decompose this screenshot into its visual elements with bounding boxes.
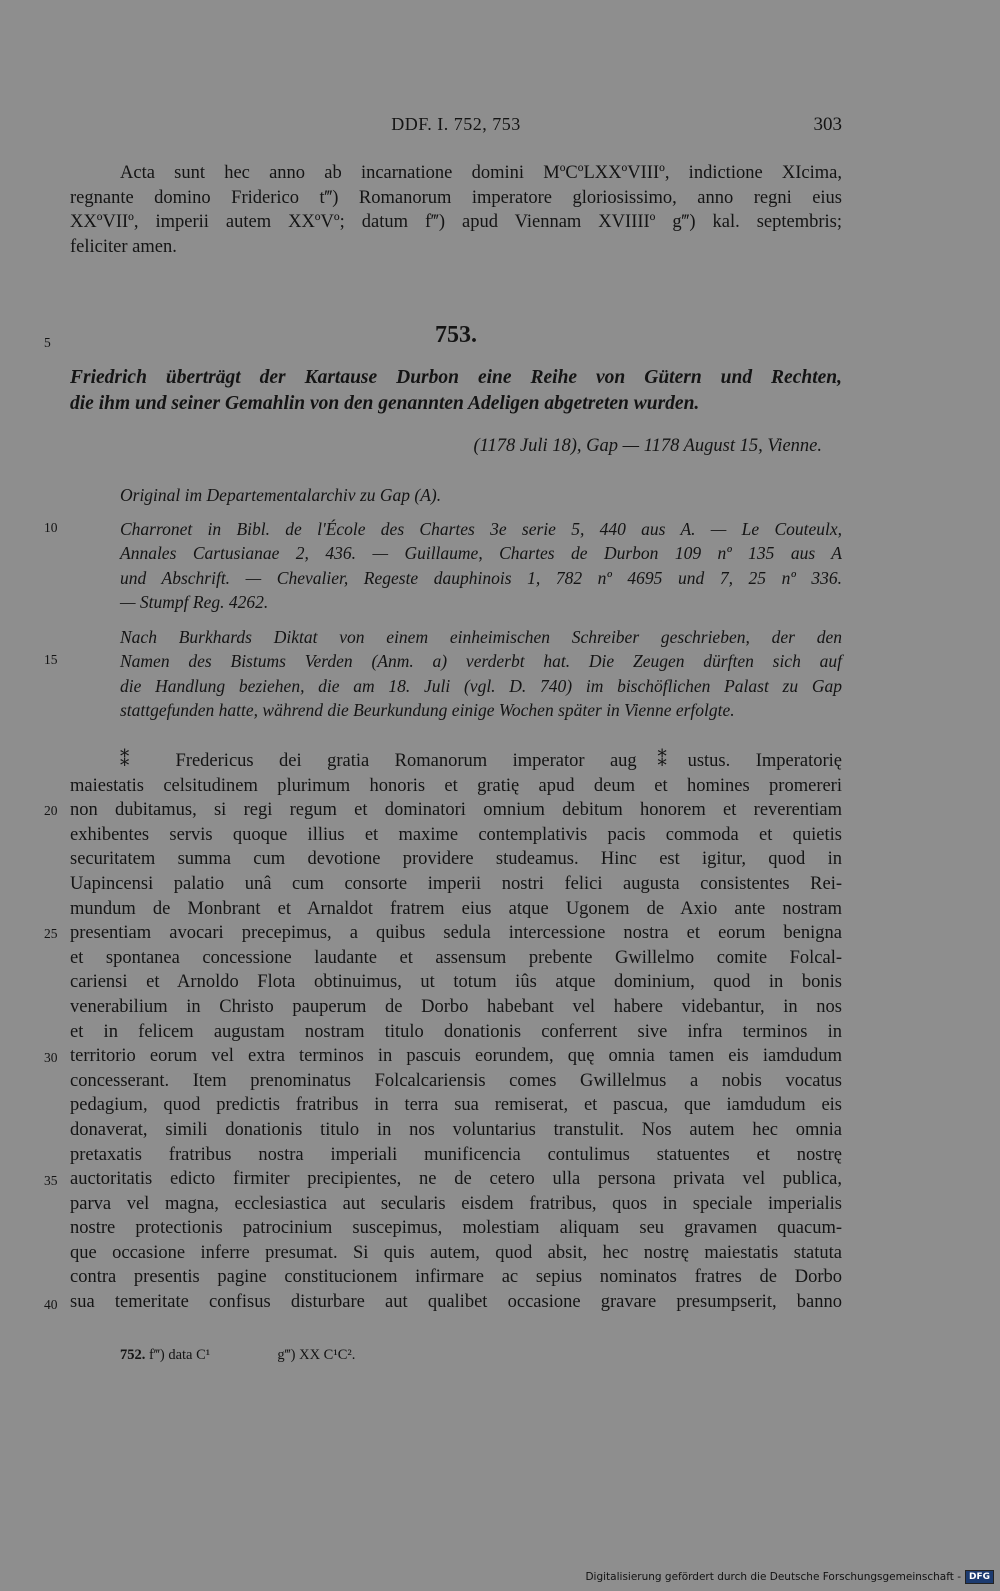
text-line: maiestatis celsitudinem plurimum honoris et gratię apud deum et homines promereri	[70, 775, 842, 796]
dfg-logo: DFG	[965, 1570, 994, 1584]
margin-line-number: 10	[44, 520, 58, 535]
footnote-number: 752.	[120, 1347, 146, 1363]
text-line: presentiam avocari precepimus, a quibus sedula intercessione nostra et eorum benigna	[70, 923, 842, 944]
text-line: parva vel magna, ecclesiastica aut secularis eisdem fratribus, quos in speciale imperialis	[70, 1193, 842, 1214]
text-line: cariensi et Arnoldo Flota obtinuimus, ut totum iûs atque dominium, quod in bonis	[70, 972, 842, 993]
text-line: auctoritatis edicto firmiter precipientes, ne de cetero ulla persona privata vel publica,	[70, 1169, 842, 1190]
intro-paragraph	[70, 161, 842, 259]
note-line: — Stumpf Reg. 4262.	[120, 592, 269, 613]
text-line: feliciter amen.	[70, 236, 177, 257]
text-line: mundum de Monbrant et Arnaldot fratrem eius atque Ugonem de Axio ante nostram	[70, 898, 842, 919]
text-line: non dubitamus, si regi regum et dominatori omnium debitum honorem et reverentiam	[70, 800, 842, 821]
footnote-g: g‴) XX C¹C².	[277, 1347, 356, 1363]
margin-line-number: 35	[44, 1173, 58, 1188]
text-line: et spontanea concessione laudante et assensum prebente Gwillelmo comite Folcal-	[70, 947, 842, 968]
text-line: venerabilium in Christo pauperum de Dorbo habebant vel habere videbantur, in nos	[70, 996, 842, 1017]
text-line: XXºVIIº, imperii autem XXºVº; datum f‴) apud Viennam XVIIIIº g‴) kal. septembris;	[70, 212, 842, 233]
text-line: donaverat, simili donationis titulo in nos voluntarius transtulit. Nos autem hec omnia	[70, 1119, 842, 1140]
text-line: sua temeritate confisus disturbare aut qualibet occasione gravare presumpserit, banno	[70, 1292, 842, 1313]
dfg-credit-text: Digitalisierung gefördert durch die Deutsche Forschungsgemeinschaft -	[585, 1571, 961, 1583]
date-place-line: (1178 Juli 18), Gap — 1178 August 15, Vienne.	[473, 436, 822, 456]
text-line: et in felicem augustam nostram titulo donationis conferrent sive infra terminos in	[70, 1021, 842, 1042]
running-title: DDF. I. 752, 753	[391, 114, 521, 134]
footnote	[120, 1347, 355, 1364]
text-line: nostre protectionis patrocinium suscepimus, molestiam aliquam seu gravamen quacum-	[70, 1218, 842, 1239]
margin-line-number: 25	[44, 926, 58, 941]
text-line: pedagium, quod predictis fratribus in terra sua remiserat, et pascua, que iamdudum eis	[70, 1095, 842, 1116]
text-line: pretaxatis fratribus nostra imperiali munificencia contulimus statuentes et nostrę	[70, 1144, 842, 1165]
dfg-credit	[585, 1570, 994, 1584]
margin-line-number: 5	[44, 335, 51, 350]
note-line: Original im Departementalarchiv zu Gap (A).	[120, 485, 442, 505]
text-line: exhibentes servis quoque illius et maxime contemplativis pacis commoda et quietis	[70, 824, 842, 845]
margin-line-number: 30	[44, 1050, 58, 1065]
running-header	[70, 114, 842, 140]
note-line: Nach Burkhards Diktat von einem einheimischen Schreiber geschrieben, der den	[120, 627, 842, 647]
text-line: concesserant. Item prenominatus Folcalcariensis comes Gwillelmus a nobis vocatus	[70, 1070, 842, 1091]
text-line: Acta sunt hec anno ab incarnatione domini MºCºLXXºVIIIº, indictione XIcima,	[120, 163, 842, 183]
text-line: ⁑ Fredericus dei gratia Romanorum imperator aug⁑ustus. Imperatorię	[120, 751, 842, 771]
commentary-note	[120, 625, 842, 723]
margin-line-number: 20	[44, 803, 58, 818]
text-line: territorio eorum vel extra terminos in pascuis eorundem, quę omnia tamen eis iamdudum	[70, 1046, 842, 1067]
margin-line-number: 40	[44, 1297, 58, 1312]
note-line: Charronet in Bibl. de l'École des Chartes 3e serie 5, 440 aus A. — Le Couteulx,	[120, 519, 842, 539]
text-line: securitatem summa cum devotione providere studeamus. Hinc est igitur, quod in	[70, 849, 842, 870]
text-line: regnante domino Friderico t‴) Romanorum imperatore gloriosissimo, anno regni eius	[70, 187, 842, 208]
source-note	[120, 483, 842, 507]
note-line: Annales Cartusianae 2, 436. — Guillaume, Chartes de Durbon 109 nº 135 aus A	[120, 543, 842, 564]
note-line: stattgefunden hatte, während die Beurkundung einige Wochen später in Vienne erfolgte.	[120, 700, 735, 721]
margin-line-number: 15	[44, 652, 58, 667]
note-line: und Abschrift. — Chevalier, Regeste dauphinois 1, 782 nº 4695 und 7, 25 nº 336.	[120, 567, 842, 588]
page-number: 303	[813, 114, 842, 135]
summary-line: Friedrich überträgt der Kartause Durbon eine Reihe von Gütern und Rechten,	[70, 367, 842, 388]
note-line: die Handlung beziehen, die am 18. Juli (vgl. D. 740) im bischöflichen Palast zu Gap	[120, 675, 842, 696]
editions-note	[120, 517, 842, 615]
summary-line: die ihm und seiner Gemahlin von den genannten Adeligen abgetreten wurden.	[70, 393, 700, 414]
footnote-f: f‴) data C¹	[149, 1347, 211, 1363]
text-line: Uapincensi palatio unâ cum consorte imperii nostri felici augusta consistentes Rei-	[70, 873, 842, 894]
text-line: que occasione inferre presumat. Si quis autem, quod absit, hec nostrę maiestatis statuta	[70, 1242, 842, 1263]
document-number: 753.	[435, 322, 477, 348]
charter-text	[70, 749, 842, 1315]
text-line: contra presentis pagine constitucionem infirmare ac sepius nominatos fratres de Dorbo	[70, 1267, 842, 1288]
document-summary	[70, 365, 842, 417]
note-line: Namen des Bistums Verden (Anm. a) verderbt hat. Die Zeugen dürften sich auf	[120, 651, 842, 672]
